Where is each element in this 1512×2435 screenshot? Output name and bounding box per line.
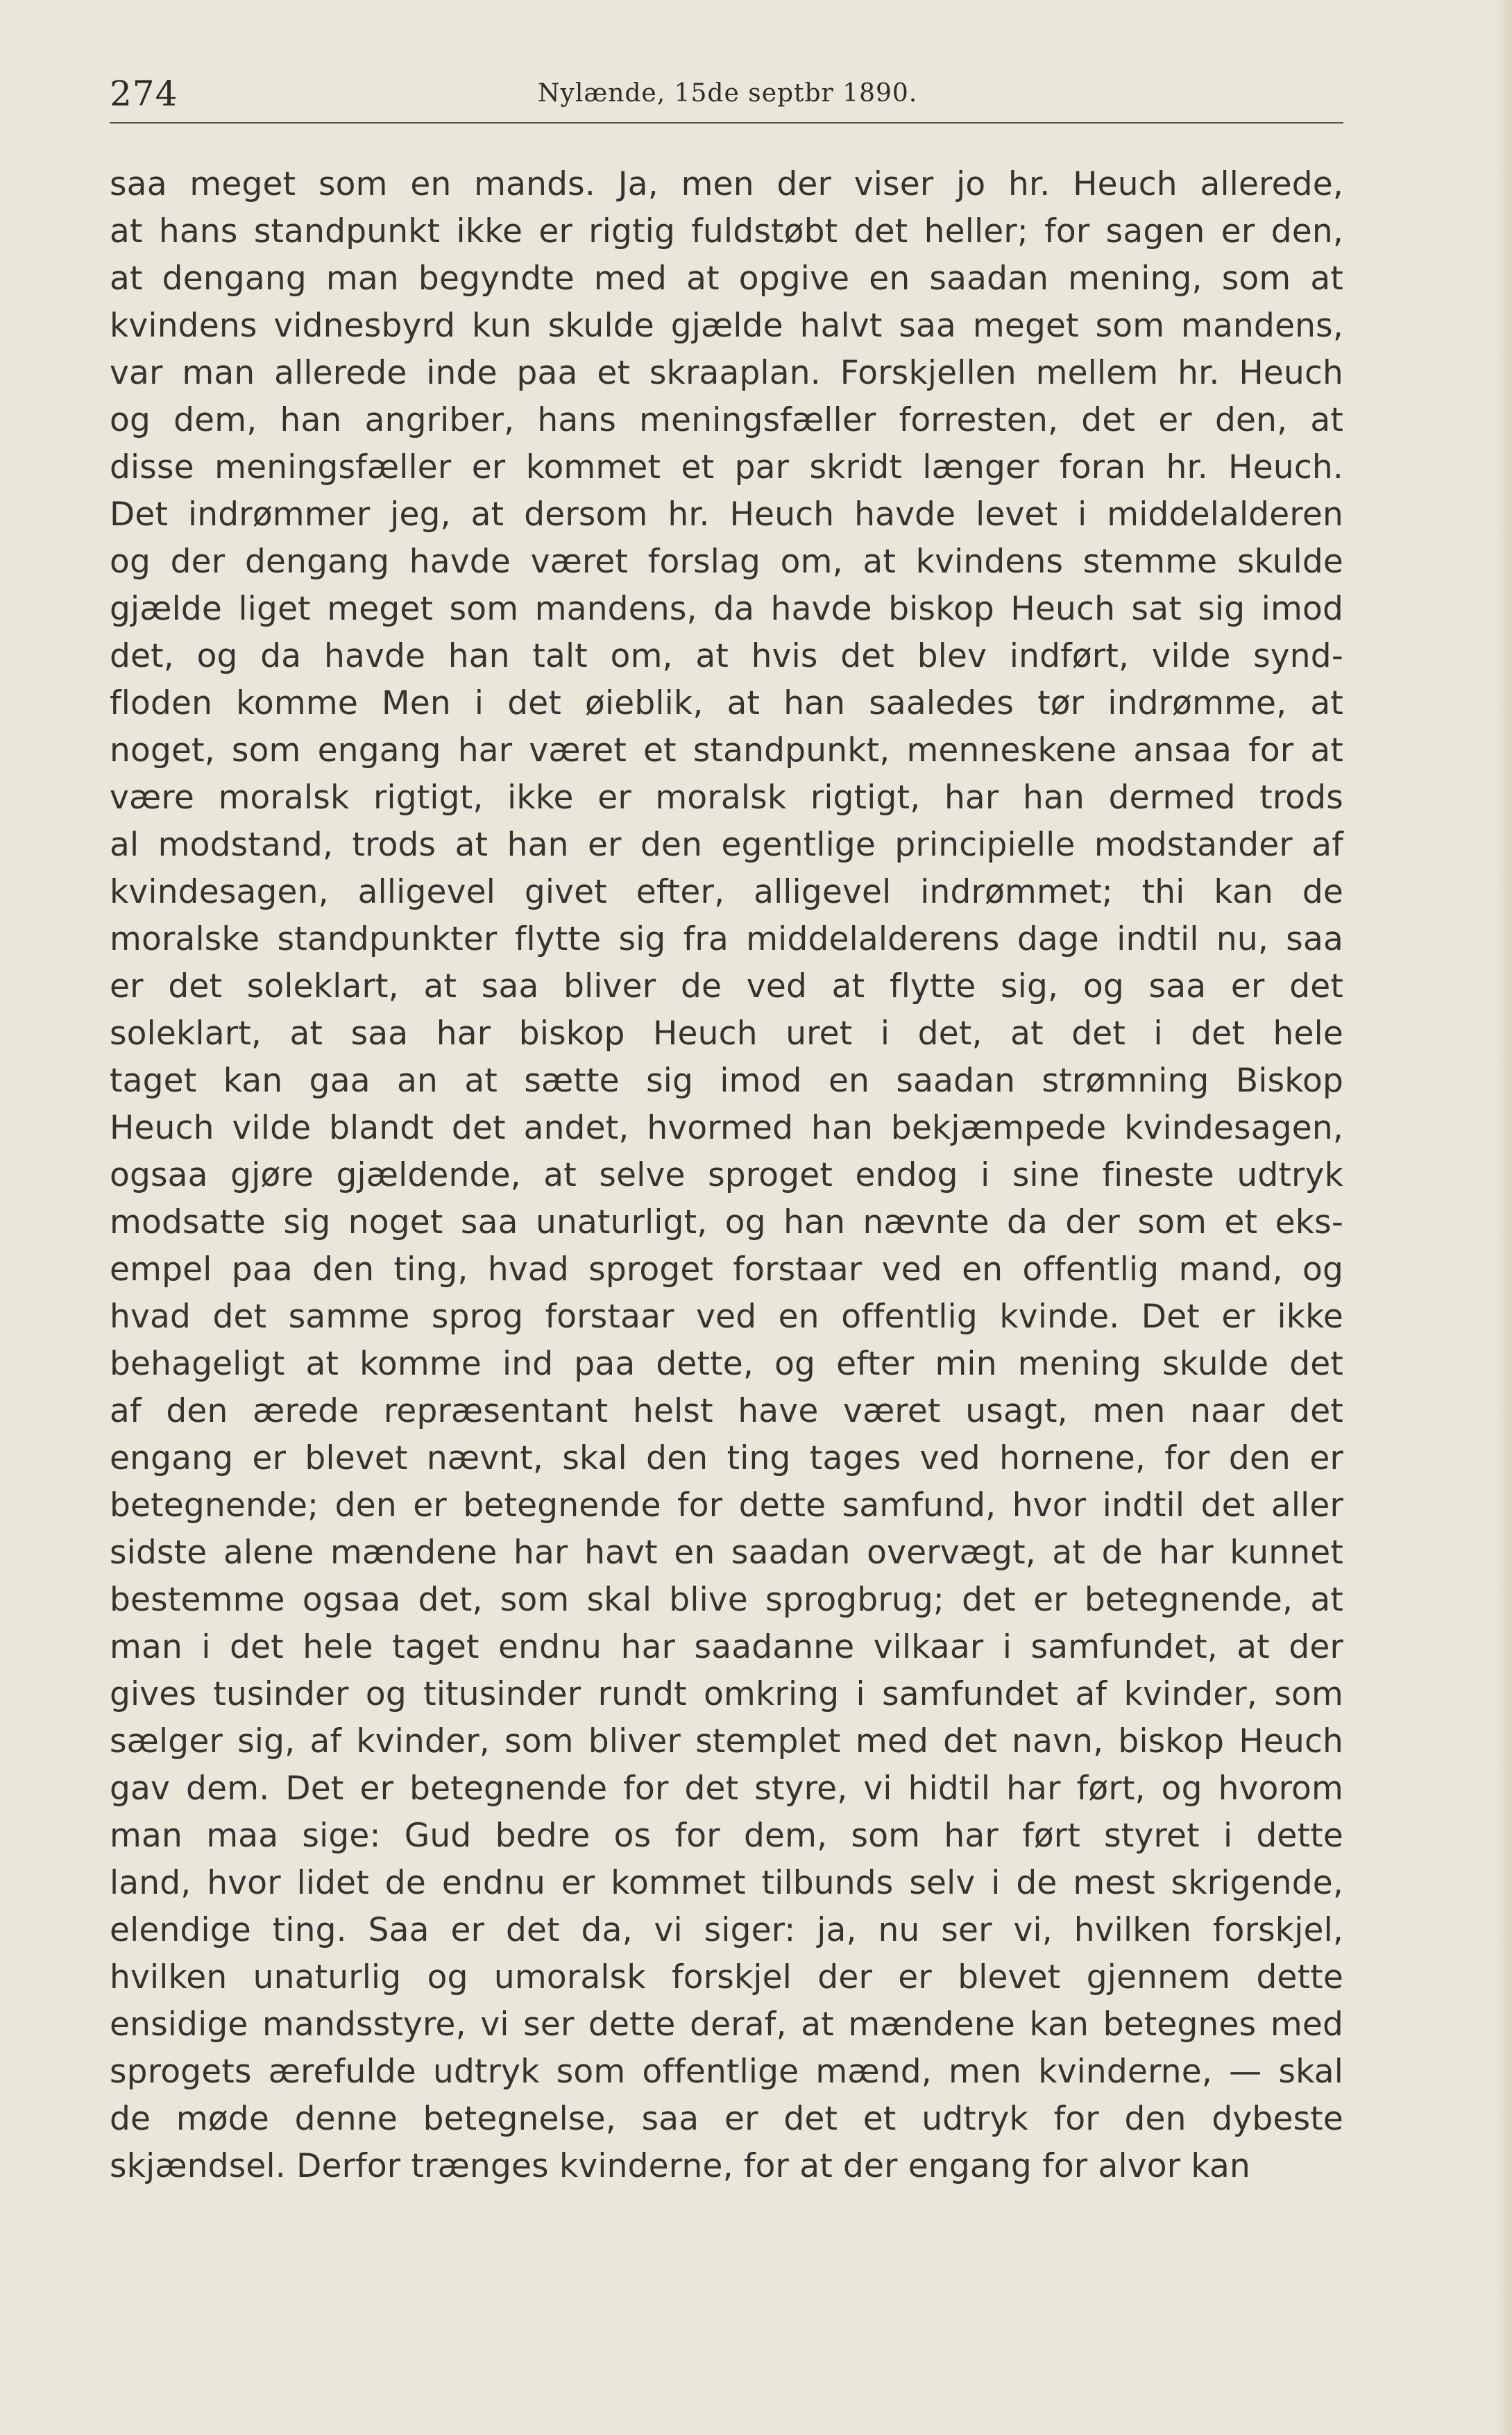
text-line: kvindens vidnesbyrd kun skulde gjælde halvt saa meget som mandens, xyxy=(110,307,1343,345)
text-line: Heuch vilde blandt det andet, hvormed han bekjæmpede kvindesagen, xyxy=(110,1109,1343,1147)
text-line: empel paa den ting, hvad sproget forstaar ved en offentlig mand, og xyxy=(110,1250,1343,1289)
header-rule xyxy=(110,122,1343,124)
text-line: floden komme Men i det øieblik, at han saaledes tør indrømme, at xyxy=(110,684,1343,722)
text-line: betegnende; den er betegnende for dette samfund, hvor indtil det aller xyxy=(110,1486,1343,1525)
text-line: ensidige mandsstyre, vi ser dette deraf, at mændene kan betegnes med xyxy=(110,2005,1343,2044)
text-line: hvilken unaturlig og umoralsk forskjel der er blevet gjennem dette xyxy=(110,1958,1343,1996)
text-line: man i det hele taget endnu har saadanne vilkaar i samfundet, at der xyxy=(110,1628,1343,1666)
text-line: kvindesagen, alligevel givet efter, alligevel indrømmet; thi kan de xyxy=(110,873,1343,911)
text-line: man maa sige: Gud bedre os for dem, som har ført styret i dette xyxy=(110,1817,1343,1855)
text-line: saa meget som en mands. Ja, men der viser jo hr. Heuch allerede, xyxy=(110,165,1343,203)
text-line: ogsaa gjøre gjældende, at selve sproget endog i sine fineste udtryk xyxy=(110,1156,1343,1194)
text-line: de møde denne betegnelse, saa er det et udtryk for den dybeste xyxy=(110,2100,1343,2138)
text-line: gives tusinder og titusinder rundt omkring i samfundet af kvinder, som xyxy=(110,1675,1343,1713)
text-line: gjælde liget meget som mandens, da havde biskop Heuch sat sig imod xyxy=(110,590,1343,628)
text-line: skjændsel. Derfor trænges kvinderne, for at der engang for alvor kan xyxy=(110,2147,1250,2185)
text-line: sprogets ærefulde udtryk som offentlige mænd, men kvinderne, — skal xyxy=(110,2053,1343,2091)
page-edge-shadow xyxy=(1497,0,1512,2435)
text-line: soleklart, at saa har biskop Heuch uret i det, at det i det hele xyxy=(110,1015,1343,1053)
text-line: være moralsk rigtigt, ikke er moralsk rigtigt, har han dermed trods xyxy=(110,779,1343,817)
text-line: af den ærede repræsentant helst have været usagt, men naar det xyxy=(110,1392,1343,1430)
text-line: og der dengang havde været forslag om, at kvindens stemme skulde xyxy=(110,543,1343,581)
text-line: disse meningsfæller er kommet et par skridt længer foran hr. Heuch. xyxy=(110,448,1343,486)
text-line: Det indrømmer jeg, at dersom hr. Heuch havde levet i middelalderen xyxy=(110,495,1343,534)
text-line: er det soleklart, at saa bliver de ved at flytte sig, og saa er det xyxy=(110,967,1343,1006)
text-line: taget kan gaa an at sætte sig imod en saadan strømning Biskop xyxy=(110,1062,1343,1100)
text-line: sælger sig, af kvinder, som bliver stemplet med det navn, biskop Heuch xyxy=(110,1722,1343,1761)
text-line: behageligt at komme ind paa dette, og efter min mening skulde det xyxy=(110,1345,1343,1383)
text-line: engang er blevet nævnt, skal den ting tages ved hornene, for den er xyxy=(110,1439,1343,1477)
text-line: gav dem. Det er betegnende for det styre, vi hidtil har ført, og hvorom xyxy=(110,1770,1343,1808)
text-line: sidste alene mændene har havt en saadan overvægt, at de har kunnet xyxy=(110,1534,1343,1572)
text-line: moralske standpunkter flytte sig fra middelalderens dage indtil nu, saa xyxy=(110,920,1343,958)
body-text xyxy=(110,161,1343,2190)
text-line: hvad det samme sprog forstaar ved en offentlig kvinde. Det er ikke xyxy=(110,1298,1343,1336)
text-line: elendige ting. Saa er det da, vi siger: ja, nu ser vi, hvilken forskjel, xyxy=(110,1911,1343,1949)
text-line: og dem, han angriber, hans meningsfæller forresten, det er den, at xyxy=(110,401,1343,439)
page-header xyxy=(110,67,1345,122)
text-line: land, hvor lidet de endnu er kommet tilbunds selv i de mest skrigende, xyxy=(110,1864,1343,1902)
text-line: at dengang man begyndte med at opgive en saadan mening, som at xyxy=(110,260,1343,298)
text-line: noget, som engang har været et standpunkt, menneskene ansaa for at xyxy=(110,731,1343,770)
text-line: at hans standpunkt ikke er rigtig fuldstøbt det heller; for sagen er den, xyxy=(110,212,1343,251)
text-line: var man allerede inde paa et skraaplan. Forskjellen mellem hr. Heuch xyxy=(110,354,1343,392)
text-line: det, og da havde han talt om, at hvis det blev indført, vilde synd- xyxy=(110,637,1343,675)
running-head: Nylænde, 15de septbr 1890. xyxy=(538,79,918,108)
text-line: modsatte sig noget saa unaturligt, og han nævnte da der som et eks- xyxy=(110,1203,1343,1241)
text-line: bestemme ogsaa det, som skal blive sprogbrug; det er betegnende, at xyxy=(110,1581,1343,1619)
text-line: al modstand, trods at han er den egentlige principielle modstander af xyxy=(110,826,1343,864)
page-number: 274 xyxy=(110,74,178,114)
